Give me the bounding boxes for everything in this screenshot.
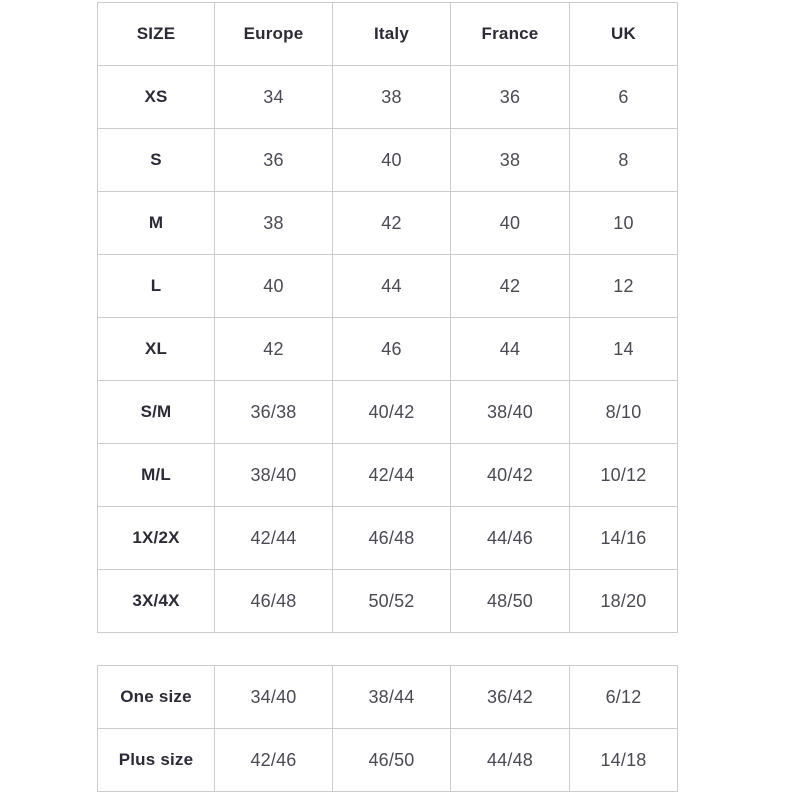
special-sizes-table (97, 665, 678, 792)
row-label: XL (98, 318, 215, 381)
table-cell: 38 (451, 129, 570, 192)
table-cell: 42/44 (333, 444, 451, 507)
table-row (98, 66, 678, 129)
row-label: S/M (98, 381, 215, 444)
table-cell: 44 (333, 255, 451, 318)
table-cell: 46/50 (333, 729, 451, 792)
table-cell: 38/40 (215, 444, 333, 507)
table-cell: 36/42 (451, 666, 570, 729)
table-cell: 40/42 (451, 444, 570, 507)
table-cell: 46/48 (215, 570, 333, 633)
size-conversion-table (97, 2, 678, 633)
row-label: M/L (98, 444, 215, 507)
row-label: M (98, 192, 215, 255)
table-cell: 36 (215, 129, 333, 192)
table-row (98, 444, 678, 507)
table-cell: 36/38 (215, 381, 333, 444)
table-cell: 42 (333, 192, 451, 255)
table-cell: 42/44 (215, 507, 333, 570)
table-cell: 34 (215, 66, 333, 129)
table-cell: 12 (570, 255, 678, 318)
table-cell: 50/52 (333, 570, 451, 633)
table-cell: 38 (215, 192, 333, 255)
row-label: 1X/2X (98, 507, 215, 570)
table-cell: 14 (570, 318, 678, 381)
table-cell: 42 (451, 255, 570, 318)
table-cell: 36 (451, 66, 570, 129)
table-cell: 8/10 (570, 381, 678, 444)
table-cell: 42 (215, 318, 333, 381)
table-cell: 38/44 (333, 666, 451, 729)
table-cell: 40 (215, 255, 333, 318)
table-row (98, 729, 678, 792)
column-header-europe: Europe (215, 3, 333, 66)
table-cell: 34/40 (215, 666, 333, 729)
table-cell: 38/40 (451, 381, 570, 444)
header-row (98, 3, 678, 66)
table-cell: 14/16 (570, 507, 678, 570)
column-header-size: SIZE (98, 3, 215, 66)
table-row (98, 666, 678, 729)
column-header-uk: UK (570, 3, 678, 66)
table-cell: 40 (451, 192, 570, 255)
row-label: Plus size (98, 729, 215, 792)
table-cell: 14/18 (570, 729, 678, 792)
table-cell: 8 (570, 129, 678, 192)
table-row (98, 570, 678, 633)
table-cell: 46 (333, 318, 451, 381)
row-label: 3X/4X (98, 570, 215, 633)
row-label: XS (98, 66, 215, 129)
table-cell: 6 (570, 66, 678, 129)
table-row (98, 255, 678, 318)
table-cell: 6/12 (570, 666, 678, 729)
table-cell: 48/50 (451, 570, 570, 633)
row-label: S (98, 129, 215, 192)
column-header-france: France (451, 3, 570, 66)
table-cell: 38 (333, 66, 451, 129)
column-header-italy: Italy (333, 3, 451, 66)
size-chart-page (0, 2, 800, 800)
table-cell: 40/42 (333, 381, 451, 444)
row-label: One size (98, 666, 215, 729)
table-cell: 44 (451, 318, 570, 381)
table-row (98, 507, 678, 570)
table-cell: 44/48 (451, 729, 570, 792)
table-cell: 46/48 (333, 507, 451, 570)
table-cell: 10/12 (570, 444, 678, 507)
row-label: L (98, 255, 215, 318)
table-row (98, 318, 678, 381)
table-cell: 42/46 (215, 729, 333, 792)
table-cell: 18/20 (570, 570, 678, 633)
table-cell: 10 (570, 192, 678, 255)
table-cell: 44/46 (451, 507, 570, 570)
table-cell: 40 (333, 129, 451, 192)
table-row (98, 192, 678, 255)
table-row (98, 129, 678, 192)
table-row (98, 381, 678, 444)
